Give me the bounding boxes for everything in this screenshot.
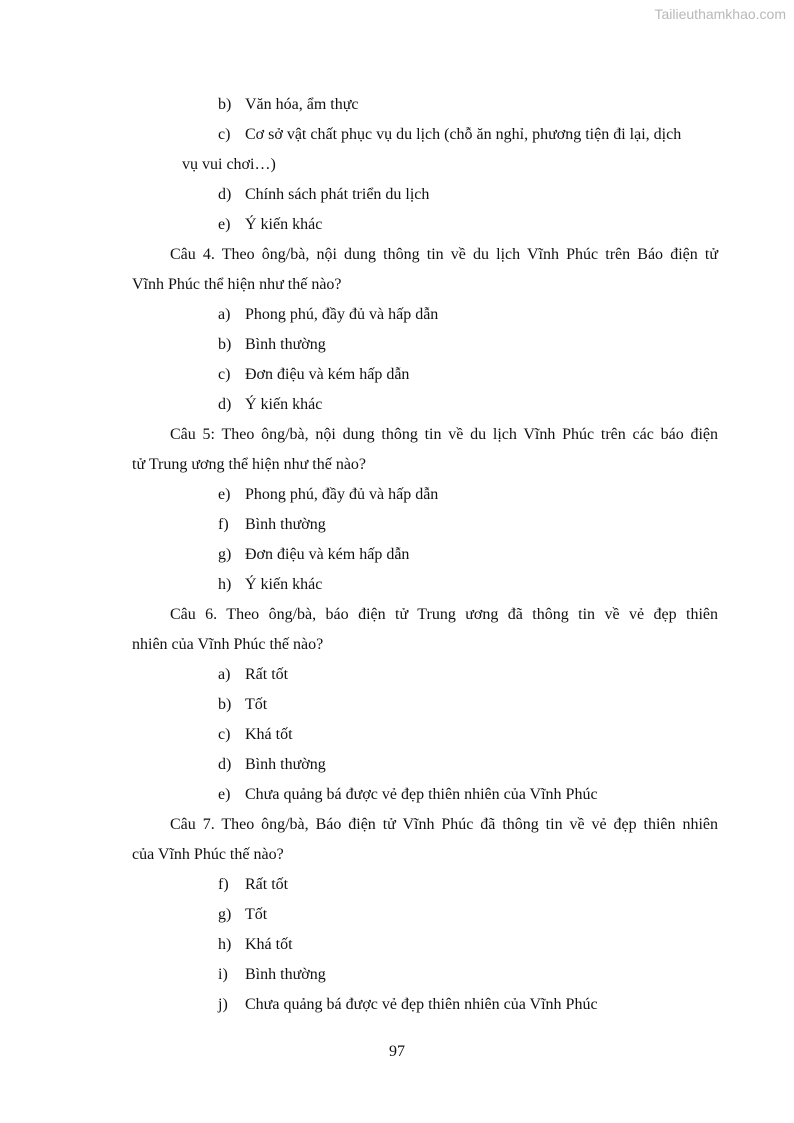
list-item-text: Tốt (245, 906, 268, 923)
list-marker: e) (218, 216, 231, 233)
list-marker: c) (218, 726, 231, 743)
list-item-text: Bình thường (245, 516, 326, 533)
list-marker: j) (218, 996, 228, 1013)
list-marker: c) (218, 126, 231, 143)
list-item-text: Khá tốt (245, 726, 293, 743)
list-item-text: Đơn điệu và kém hấp dẫn (245, 366, 410, 383)
continuation-line: vụ vui chơi…) (182, 156, 276, 173)
question-5: Câu 5: Theo ông/bà, nội dung thông tin về du lịch Vĩnh Phúc trên các báo điện (170, 426, 718, 443)
list-marker: d) (218, 756, 232, 773)
list-marker: h) (218, 576, 232, 593)
list-item-text: Bình thường (245, 966, 326, 983)
list-item-text: Chính sách phát triển du lịch (245, 186, 430, 203)
page-number: 97 (389, 1043, 405, 1060)
list-marker: d) (218, 186, 232, 203)
list-marker: h) (218, 936, 232, 953)
list-item-text: Văn hóa, ẩm thực (245, 96, 359, 113)
list-marker: b) (218, 96, 232, 113)
list-marker: a) (218, 666, 231, 683)
question-6-continuation: nhiên của Vĩnh Phúc thế nào? (132, 636, 324, 653)
list-marker: b) (218, 336, 232, 353)
question-7-continuation: của Vĩnh Phúc thế nào? (132, 846, 284, 863)
list-marker: e) (218, 786, 231, 803)
list-marker: e) (218, 486, 231, 503)
list-item-text: Phong phú, đầy đủ và hấp dẫn (245, 486, 439, 503)
list-marker: c) (218, 366, 231, 383)
question-6: Câu 6. Theo ông/bà, báo điện tử Trung ương đã thông tin về vẻ đẹp thiên (170, 606, 718, 623)
list-item-text: Khá tốt (245, 936, 293, 953)
list-marker: f) (218, 876, 229, 893)
question-7: Câu 7. Theo ông/bà, Báo điện tử Vĩnh Phúc đã thông tin về vẻ đẹp thiên nhiên (170, 816, 718, 833)
list-marker: f) (218, 516, 229, 533)
list-item-text: Chưa quảng bá được vẻ đẹp thiên nhiên của Vĩnh Phúc (245, 996, 598, 1013)
list-marker: g) (218, 546, 232, 563)
question-4-continuation: Vĩnh Phúc thể hiện như thế nào? (132, 276, 342, 293)
question-5-continuation: tử Trung ương thể hiện như thế nào? (132, 456, 367, 473)
watermark: Tailieuthamkhao.com (654, 6, 786, 22)
list-item-text: Bình thường (245, 336, 326, 353)
list-marker: a) (218, 306, 231, 323)
question-4: Câu 4. Theo ông/bà, nội dung thông tin về du lịch Vĩnh Phúc trên Báo điện tử (170, 246, 718, 263)
list-item-text: Rất tốt (245, 876, 289, 893)
list-item-text: Đơn điệu và kém hấp dẫn (245, 546, 410, 563)
list-marker: b) (218, 696, 232, 713)
list-item-text: Rất tốt (245, 666, 289, 683)
list-item-text: Ý kiến khác (245, 576, 323, 593)
list-marker: d) (218, 396, 232, 413)
list-item-text: Ý kiến khác (245, 396, 323, 413)
list-item-text: Ý kiến khác (245, 216, 323, 233)
list-item-text: Tốt (245, 696, 268, 713)
list-marker: g) (218, 906, 232, 923)
list-item-text: Cơ sở vật chất phục vụ du lịch (chỗ ăn nghỉ, phương tiện đi lại, dịch (245, 126, 682, 143)
list-item-text: Bình thường (245, 756, 326, 773)
list-marker: i) (218, 966, 228, 983)
list-item-text: Chưa quảng bá được vẻ đẹp thiên nhiên của Vĩnh Phúc (245, 786, 598, 803)
list-item-text: Phong phú, đầy đủ và hấp dẫn (245, 306, 439, 323)
